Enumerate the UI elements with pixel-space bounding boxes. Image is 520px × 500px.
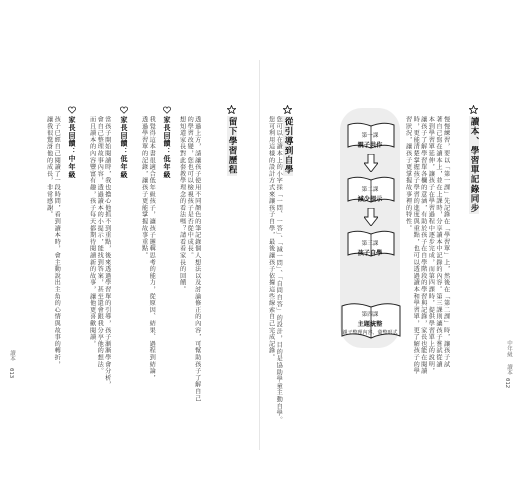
- section-heading-record: 留下學習歷程: [227, 117, 237, 175]
- side-book-label: 讀本: [506, 364, 512, 376]
- parent-feedback-heading-2: 家長回饋：低年級: [120, 116, 128, 179]
- step-4-title: 主題統整: [357, 321, 383, 328]
- section-body-record: 透過上方，請讓孩子使用不同顏色的筆記錄個人想法以及討論修正的內容，可幫助孩子了解自己 的學習改變，您也可以檢視孩子是否從中成長。 想知道家長對此套教學理念的看法嗎？請看看家長的回饋。: [178, 116, 201, 402]
- step-4-subtitle: 親子整理內容、彙整形式: [342, 330, 398, 336]
- side-grade-label: 中年級: [506, 340, 512, 358]
- star-icon: [469, 105, 478, 114]
- step-1-title: 親子共作: [357, 142, 383, 149]
- star-icon: [227, 105, 236, 114]
- side-book-label-left: 讀本: [9, 350, 15, 362]
- step-3-title: 孩子自學: [357, 250, 383, 257]
- heart-icon: [120, 106, 128, 114]
- page-gutter: [259, 60, 260, 450]
- down-arrow-icon: [364, 208, 378, 226]
- page-number-left: 013: [8, 368, 14, 379]
- parent-feedback-heading-3: 家長回饋：中年級: [68, 116, 76, 179]
- step-3-label: 第三課: [361, 241, 379, 247]
- learning-steps-diagram: [320, 108, 420, 480]
- step-2-title: 減少提示: [357, 196, 383, 203]
- parent-feedback-heading-1: 家長回饋：低年級: [163, 116, 171, 179]
- step-4-label: 第四課: [361, 312, 379, 318]
- section-heading-sync: 讀本、學習單記錄同步: [469, 117, 479, 213]
- heart-icon: [68, 106, 76, 114]
- heart-icon: [163, 106, 171, 114]
- star-icon: [283, 105, 292, 114]
- section-body-sync: 慢慢練習，要以「第一課」先記錄在「學習單」上，然後在「第二課」時，讓孩子試 著自己寫在讀本上，並在上課時，分享讀本中記錄的內容。第三課則讓孩子嘗試從讀 本到學習單延伸，讓孩子在學習過程中逐步完成，而第四課時，提供學習單上的說明， 讓孩子了解學習單各欄的意涵，有助於孩子在自學階段的學習與記錄，家長也能在閱讀 時，更能清楚掌握孩子學習的進度與重點，也可以透過讀本和學習單，更了解孩子的學 習狀況，讓孩子更掌握故事裡的特性。: [404, 116, 450, 375]
- page-number-right: 012: [504, 378, 510, 389]
- down-arrow-icon: [364, 154, 378, 172]
- step-1-label: 第一課: [361, 133, 379, 139]
- parent-feedback-body-1: 我覺得這本書很適合低年級孩子，讓孩子邏輯思考的能力，從原因、結果、過程到結論， 透過學習單的記錄，讓孩子更能掌握故事重點。: [140, 116, 156, 382]
- section-heading-self-learning: 從引導到自學: [283, 117, 293, 175]
- step-2-label: 第二課: [361, 187, 379, 193]
- parent-feedback-body-2: 當孩子開始閱讀時，我也擔心他抓不到重點，後來透過學習單的引導，孩子漸漸學會分析， 會自己整理故事內容，透過讀本的小提示，能找到答案，甚至還會跟我分享他的想法。 而且讀本的內容豐富有趣，孩子每天都期待閱讀新的故事，讓他更喜歡閱讀。: [88, 116, 111, 388]
- parent-feedback-body-3: 孩子已經自己閱讀了一段時間，看到讀本時，會主動說出主角的心情與故事的轉折， 讓我很驚訝他的成長，非常感謝。: [45, 116, 61, 368]
- section-body-self-learning: 您可以在讀本上的小字採「一問、一答」、「減一問」、「自問自答」的設計，目的是協助學童主動自學。 您可利用這樣的設計方式來讓孩子自學，最後讓孩子依據這些線索自己完成記錄。: [267, 116, 283, 424]
